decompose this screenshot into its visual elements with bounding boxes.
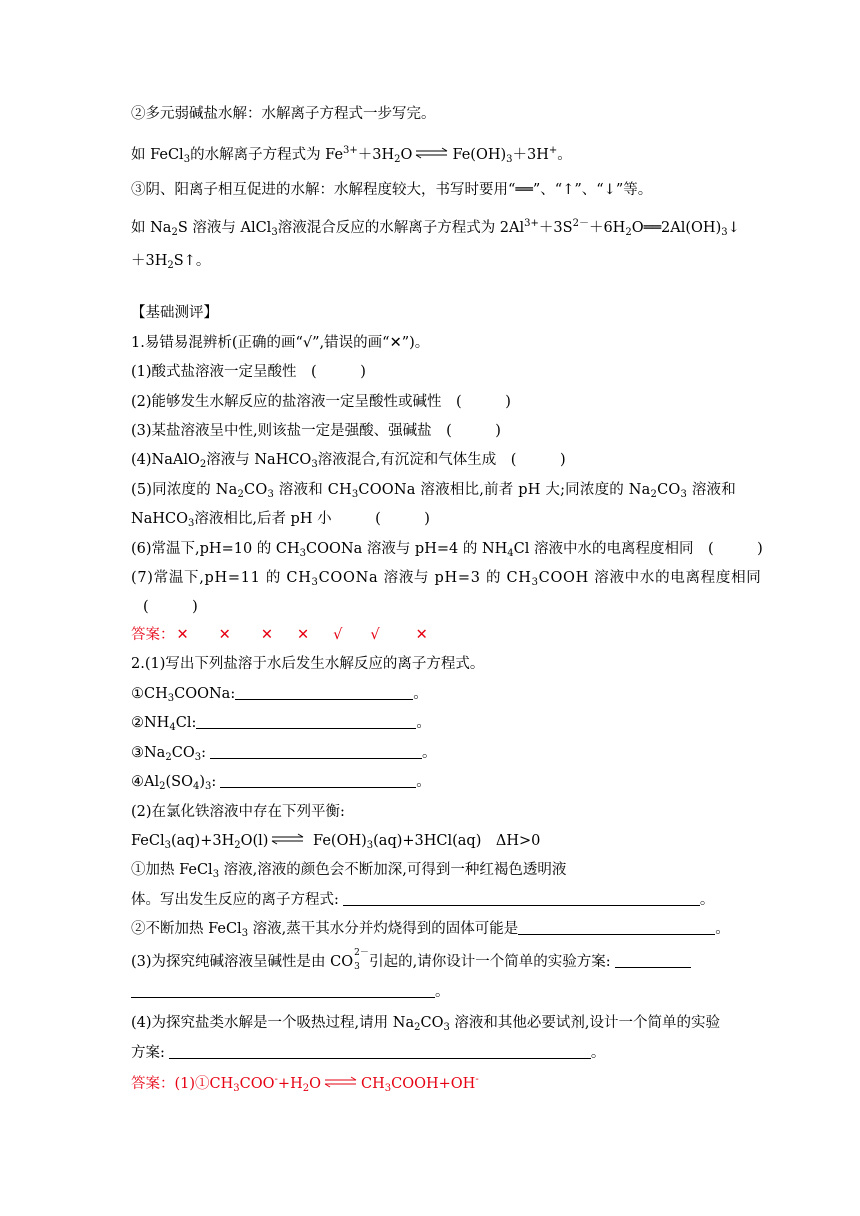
answer-1: 答案： ✕ ✕ ✕ ✕ √ √ ✕ — [131, 627, 428, 643]
question-2: 2.(1)写出下列盐溶于水后发生水解反应的离子方程式。 — [131, 656, 485, 672]
judge-item-5-cont: NaHCO$_3$溶液相比,后者 pH 小 ( ) — [131, 511, 430, 529]
judge-item-3: (3)某盐溶液呈中性,则该盐一定是强酸、强碱盐 ( ) — [131, 423, 501, 439]
judge-item-5: (5)同浓度的 $Na_2CO_3$ 溶液和 $CH_3COONa$ 溶液相比,前者 pH 大;同浓度的 $Na_2CO_3$ 溶液和 — [131, 482, 736, 500]
na2s-alcl3-equation: 如 $Na_2S$ 溶液与 AlCl$_3$溶液混合反应的水解离子方程式为 $2Al^{3+}+3S^{2-}+6H_2O══2Al(OH)_3↓$ — [131, 218, 740, 238]
answer-blank[interactable] — [169, 1044, 591, 1059]
answer-blank[interactable] — [131, 983, 435, 998]
question-2-part-2: (2)在氯化铁溶液中存在下列平衡: — [131, 804, 345, 820]
answer-blank[interactable] — [220, 773, 416, 788]
judge-item-7-cont: ( ) — [143, 599, 198, 615]
na2s-alcl3-equation-cont: $+3H_2S↑$。 — [131, 253, 211, 271]
carbonate-charge: 2－ 3 — [354, 948, 369, 972]
heating-question-2: ②不断加热 FeCl$_3$ 溶液,蒸干其水分并灼烧得到的固体可能是 。 — [131, 921, 730, 939]
fecl3-hydrolysis-equation: 如 FeCl$_3$的水解离子方程式为 $Fe^{3+}+3H_2O$ $Fe(OH)_3+3H^+$。 — [131, 145, 572, 165]
reversible-arrow-icon — [271, 833, 305, 845]
judge-item-4: (4)NaAlO$_2$溶液与 NaHCO$_3$溶液混合,有沉淀和气体生成 ( ) — [131, 452, 566, 470]
question-4: (4)为探究盐类水解是一个吸热过程,请用 $Na_2CO_3$ 溶液和其他必要试剂,设计一个简单的实验 — [131, 1015, 721, 1033]
sub-question-na2co3: $③Na_2CO_3$: 。 — [131, 745, 437, 763]
judge-item-6: (6)常温下,pH=10 的 $CH_3COONa$ 溶液与 pH=4 的 $NH_4Cl$ 溶液中水的电离程度相同 ( ) — [131, 541, 763, 559]
judge-item-1: (1)酸式盐溶液一定呈酸性 ( ) — [131, 364, 366, 380]
section-header: 【基础测评】 — [131, 305, 218, 321]
heating-question-1: ①加热 FeCl$_3$ 溶液,溶液的颜色会不断加深,可得到一种红褐色透明液 — [131, 862, 567, 880]
answer-blank[interactable] — [518, 920, 715, 935]
question-4-cont: 方案: 。 — [131, 1045, 606, 1061]
question-1: 1.易错易混辨析(正确的画“√”,错误的画“✕”)。 — [131, 335, 430, 351]
answer-blank[interactable] — [210, 744, 422, 759]
answer-blank[interactable] — [235, 685, 413, 700]
reversible-arrow-icon — [415, 147, 449, 159]
question-3: (3)为探究纯碱溶液呈碱性是由 CO 2－ 3 引起的,请你设计一个简单的实验方案: — [131, 952, 691, 972]
judge-item-7: (7)常温下,pH=11 的 $CH_3COONa$ 溶液与 pH=3 的 $CH_3COOH$ 溶液中水的电离程度相同 — [131, 570, 762, 588]
question-3-cont: 。 — [131, 982, 450, 1002]
reversible-arrow-icon — [324, 1076, 358, 1088]
answer-blank[interactable] — [196, 714, 416, 729]
answer-2: 答案：$(1)①CH_3COO^-+H_2O$ $CH_3COOH+OH^-$ — [131, 1074, 479, 1094]
text: ②多元弱碱盐水解：水解离子方程式一步写完。 — [131, 106, 436, 122]
sub-question-ch3coona: $①CH_3COONa$: 。 — [131, 686, 428, 704]
heating-question-1-cont: 体。写出发生反应的离子方程式: 。 — [131, 892, 715, 908]
rule-mutual-promotion: ③阴、阳离子相互促进的水解：水解程度较大，书写时要用“══”、“↑”、“↓”等。 — [131, 182, 653, 198]
answer-blank[interactable] — [343, 891, 700, 906]
answer-blank[interactable] — [615, 953, 691, 968]
sub-question-nh4cl: $②NH_4Cl$: 。 — [131, 715, 431, 733]
equilibrium-equation: $FeCl_3(aq)+3H_2O(l)$ $Fe(OH)_3(aq)+3HCl(aq)$ ΔH>0 — [131, 833, 541, 851]
rule-polyacid-weak-base — [131, 104, 436, 124]
sub-question-al2so43: $④Al_2(SO_4)_3$: 。 — [131, 774, 431, 792]
judge-item-2: (2)能够发生水解反应的盐溶液一定呈酸性或碱性 ( ) — [131, 394, 511, 410]
